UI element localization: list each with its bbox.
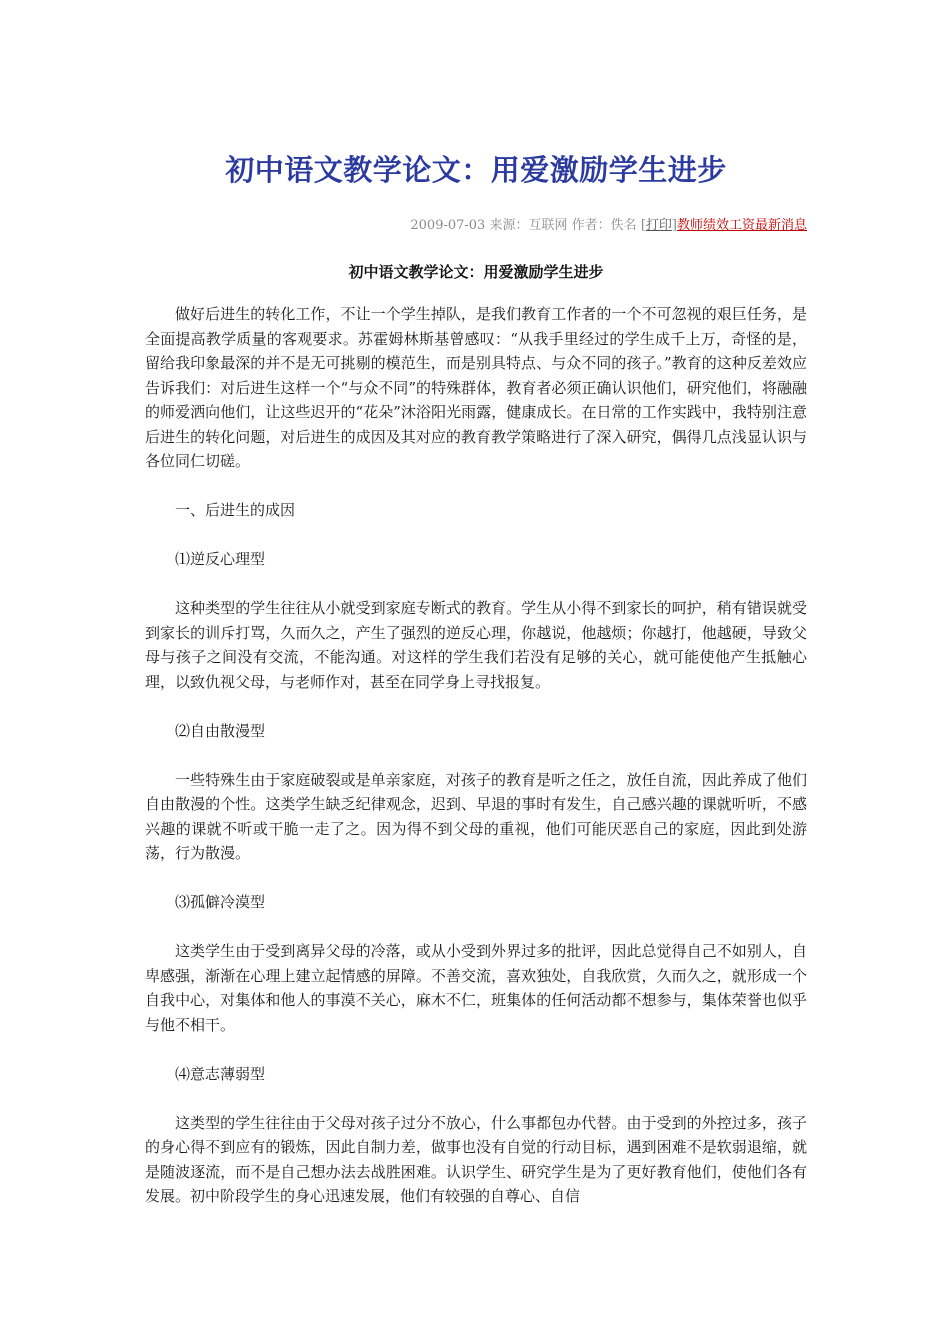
paragraph: 这种类型的学生往往从小就受到家庭专断式的教育。学生从小得不到家长的呵护，稍有错误就受到家长的训斥打骂，久而久之，产生了强烈的逆反心理，你越说，他越烦；你越打，他越硬，导致父母与孩子之间没有交流，不能沟通。对这样的学生我们若没有足够的关心，就可能使他产生抵触心理，以致仇视父母，与老师作对，甚至在同学身上寻找报复。 — [145, 599, 807, 691]
publish-date: 2009-07-03 — [410, 218, 486, 233]
author-label: 作者： — [571, 218, 611, 233]
print-bracket-close: ] — [671, 218, 677, 233]
news-link[interactable]: 教师绩效工资最新消息 — [676, 218, 807, 233]
article-meta — [410, 214, 807, 233]
section-heading: 一、后进生的成因 — [175, 501, 296, 519]
article-body — [145, 302, 807, 1209]
subsection-heading: ⑶孤僻冷漠型 — [175, 893, 266, 911]
print-link[interactable]: 打印 — [645, 218, 672, 233]
source-label: 来源： — [489, 218, 529, 233]
article-title: 初中语文教学论文：用爱激励学生进步 — [225, 153, 727, 187]
subsection-heading: ⑵自由散漫型 — [175, 721, 266, 740]
paragraph-intro: 做好后进生的转化工作，不让一个学生掉队，是我们教育工作者的一个不可忽视的艰巨任务，是全面提高教学质量的客观要求。苏霍姆林斯基曾感叹：“从我手里经过的学生成千上万，奇怪的是，留给我印象最深的并不是无可挑剔的模范生，而是别具特点、与众不同的孩子。”教育的这种反差效应告诉我们：对后进生这样一个“与众不同”的特殊群体，教育者必须正确认识他们，研究他们，将融融的师爱洒向他们，让这些迟开的“花朵”沐浴阳光雨露，健康成长。在日常的工作实践中，我特别注意后进生的转化问题，对后进生的成因及其对应的教育教学策略进行了深入研究，偶得几点浅显认识与各位同仁切磋。 — [145, 305, 807, 470]
paragraph: 这类型的学生往往由于父母对孩子过分不放心，什么事都包办代替。由于受到的外控过多，孩子的身心得不到应有的锻炼，因此自制力差，做事也没有自觉的行动目标，遇到困难不是软弱退缩，就是随波逐流，而不是自己想办法去战胜困难。认识学生、研究学生是为了更好教育他们，使他们各有发展。初中阶段学生的身心迅速发展，他们有较强的自尊心、自信 — [145, 1113, 807, 1205]
paragraph: 这类学生由于受到离异父母的冷落，或从小受到外界过多的批评，因此总觉得自己不如别人，自卑感强，渐渐在心理上建立起情感的屏障。不善交流，喜欢独处，自我欣赏，久而久之，就形成一个自我中心，对集体和他人的事漠不关心，麻木不仁，班集体的任何活动都不想参与，集体荣誉也似乎与他不相干。 — [145, 942, 807, 1034]
print-bracket-open: [ — [640, 218, 646, 233]
author-value: 佚名 — [610, 218, 637, 233]
paragraph: 一些特殊生由于家庭破裂或是单亲家庭，对孩子的教育是听之任之，放任自流，因此养成了他们自由散漫的个性。这类学生缺乏纪律观念，迟到、早退的事时有发生，自己感兴趣的课就听听，不感兴趣的课就不听或干脆一走了之。因为得不到父母的重视，他们可能厌恶自己的家庭，因此到处游荡，行为散漫。 — [145, 770, 807, 862]
subsection-heading: ⑴逆反心理型 — [175, 550, 266, 568]
source-value: 互联网 — [528, 218, 568, 233]
article-subtitle: 初中语文教学论文：用爱激励学生进步 — [348, 263, 604, 281]
subsection-heading: ⑷意志薄弱型 — [175, 1064, 266, 1083]
